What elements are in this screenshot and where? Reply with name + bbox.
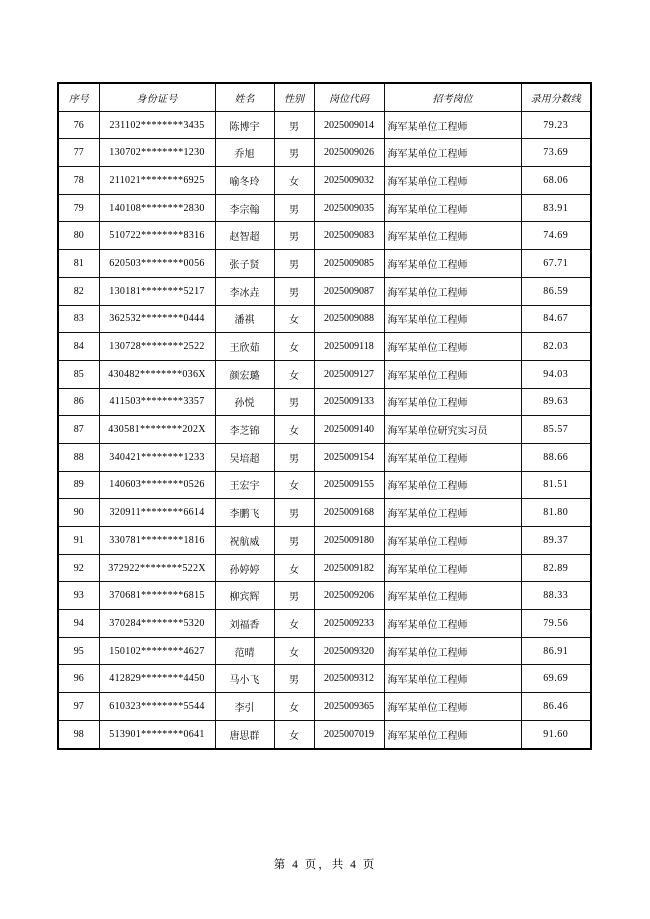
cell-gender: 男 (274, 277, 314, 305)
cell-position-code: 2025009085 (314, 250, 384, 278)
table-row (58, 637, 591, 665)
cell-position: 海军某单位工程师 (384, 360, 521, 388)
cell-id-number: 370284********5320 (99, 610, 215, 638)
cell-name: 李鹏飞 (215, 499, 274, 527)
cell-index: 93 (58, 582, 99, 610)
cell-position-code: 2025009155 (314, 471, 384, 499)
cell-index: 82 (58, 277, 99, 305)
cell-position: 海军某单位工程师 (384, 305, 521, 333)
cell-position-code: 2025009088 (314, 305, 384, 333)
cell-gender: 女 (274, 167, 314, 195)
cell-position: 海军某单位工程师 (384, 527, 521, 555)
cell-name: 马小飞 (215, 665, 274, 693)
cell-id-number: 510722********8316 (99, 222, 215, 250)
table-row (58, 554, 591, 582)
column-header-position: 招考岗位 (384, 83, 521, 111)
cell-position-code: 2025009320 (314, 637, 384, 665)
cell-score-line: 86.59 (521, 277, 591, 305)
cell-position-code: 2025009014 (314, 111, 384, 139)
cell-index: 98 (58, 720, 99, 748)
cell-index: 92 (58, 554, 99, 582)
cell-index: 77 (58, 139, 99, 167)
cell-name: 喻冬玲 (215, 167, 274, 195)
cell-gender: 女 (274, 360, 314, 388)
cell-name: 张子贤 (215, 250, 274, 278)
table-row (58, 250, 591, 278)
cell-position-code: 2025009087 (314, 277, 384, 305)
cell-score-line: 89.63 (521, 388, 591, 416)
cell-index: 87 (58, 416, 99, 444)
table-row (58, 305, 591, 333)
table-row (58, 665, 591, 693)
table-row (58, 443, 591, 471)
cell-id-number: 362532********0444 (99, 305, 215, 333)
cell-name: 李冰垚 (215, 277, 274, 305)
cell-name: 王宏宇 (215, 471, 274, 499)
cell-position-code: 2025009032 (314, 167, 384, 195)
cell-name: 柳宾辉 (215, 582, 274, 610)
cell-position-code: 2025009127 (314, 360, 384, 388)
table-row (58, 499, 591, 527)
cell-score-line: 81.80 (521, 499, 591, 527)
cell-score-line: 89.37 (521, 527, 591, 555)
cell-index: 78 (58, 167, 99, 195)
cell-position: 海军某单位工程师 (384, 111, 521, 139)
cell-gender: 男 (274, 139, 314, 167)
cell-position: 海军某单位工程师 (384, 720, 521, 748)
cell-gender: 男 (274, 527, 314, 555)
cell-index: 80 (58, 222, 99, 250)
cell-score-line: 88.66 (521, 443, 591, 471)
cell-position-code: 2025009140 (314, 416, 384, 444)
cell-position: 海军某单位工程师 (384, 333, 521, 361)
cell-id-number: 130702********1230 (99, 139, 215, 167)
cell-name: 孙婷婷 (215, 554, 274, 582)
cell-name: 唐思群 (215, 720, 274, 748)
table-row (58, 610, 591, 638)
cell-name: 李宗翰 (215, 194, 274, 222)
cell-position: 海军某单位工程师 (384, 139, 521, 167)
table-row (58, 111, 591, 139)
cell-name: 刘福香 (215, 610, 274, 638)
cell-position-code: 2025009133 (314, 388, 384, 416)
table-row (58, 360, 591, 388)
cell-gender: 男 (274, 499, 314, 527)
column-header-position-code: 岗位代码 (314, 83, 384, 111)
cell-score-line: 85.57 (521, 416, 591, 444)
cell-score-line: 84.67 (521, 305, 591, 333)
cell-score-line: 69.69 (521, 665, 591, 693)
cell-position: 海军某单位工程师 (384, 388, 521, 416)
cell-gender: 男 (274, 194, 314, 222)
table-row (58, 720, 591, 748)
cell-position: 海军某单位工程师 (384, 277, 521, 305)
table-row (58, 194, 591, 222)
cell-score-line: 68.06 (521, 167, 591, 195)
cell-position-code: 2025009233 (314, 610, 384, 638)
cell-id-number: 130181********5217 (99, 277, 215, 305)
table-row (58, 582, 591, 610)
cell-name: 范晴 (215, 637, 274, 665)
cell-position-code: 2025009168 (314, 499, 384, 527)
cell-id-number: 430482********036X (99, 360, 215, 388)
cell-position: 海军某单位工程师 (384, 250, 521, 278)
cell-index: 88 (58, 443, 99, 471)
cell-position-code: 2025009312 (314, 665, 384, 693)
cell-index: 90 (58, 499, 99, 527)
cell-id-number: 231102********3435 (99, 111, 215, 139)
cell-index: 96 (58, 665, 99, 693)
cell-score-line: 91.60 (521, 720, 591, 748)
cell-position: 海军某单位研究实习员 (384, 416, 521, 444)
cell-id-number: 211021********6925 (99, 167, 215, 195)
cell-gender: 女 (274, 720, 314, 748)
table-row (58, 388, 591, 416)
cell-gender: 女 (274, 305, 314, 333)
cell-name: 孙悦 (215, 388, 274, 416)
cell-name: 陈博宇 (215, 111, 274, 139)
cell-score-line: 81.51 (521, 471, 591, 499)
cell-id-number: 330781********1816 (99, 527, 215, 555)
cell-score-line: 88.33 (521, 582, 591, 610)
cell-score-line: 74.69 (521, 222, 591, 250)
table-row (58, 471, 591, 499)
cell-index: 79 (58, 194, 99, 222)
table-row (58, 416, 591, 444)
cell-gender: 男 (274, 665, 314, 693)
cell-index: 95 (58, 637, 99, 665)
cell-id-number: 320911********6614 (99, 499, 215, 527)
cell-score-line: 86.91 (521, 637, 591, 665)
cell-id-number: 513901********0641 (99, 720, 215, 748)
cell-position-code: 2025009180 (314, 527, 384, 555)
cell-index: 81 (58, 250, 99, 278)
cell-gender: 女 (274, 416, 314, 444)
cell-gender: 女 (274, 333, 314, 361)
cell-index: 85 (58, 360, 99, 388)
cell-index: 91 (58, 527, 99, 555)
cell-name: 李芝锦 (215, 416, 274, 444)
cell-position: 海军某单位工程师 (384, 222, 521, 250)
column-header-id-number: 身份证号 (99, 83, 215, 111)
cell-position: 海军某单位工程师 (384, 443, 521, 471)
cell-index: 83 (58, 305, 99, 333)
cell-index: 89 (58, 471, 99, 499)
cell-name: 潘祺 (215, 305, 274, 333)
cell-index: 94 (58, 610, 99, 638)
cell-name: 李引 (215, 693, 274, 721)
cell-position-code: 2025009182 (314, 554, 384, 582)
cell-id-number: 620503********0056 (99, 250, 215, 278)
cell-name: 颜宏璐 (215, 360, 274, 388)
cell-score-line: 73.69 (521, 139, 591, 167)
cell-gender: 男 (274, 250, 314, 278)
table-row (58, 167, 591, 195)
cell-score-line: 82.03 (521, 333, 591, 361)
cell-gender: 女 (274, 637, 314, 665)
cell-gender: 女 (274, 554, 314, 582)
column-header-gender: 性别 (274, 83, 314, 111)
cell-position: 海军某单位工程师 (384, 582, 521, 610)
page-number-label: 第 4 页，共 4 页 (273, 859, 377, 871)
cell-position: 海军某单位工程师 (384, 554, 521, 582)
table-row (58, 222, 591, 250)
cell-id-number: 340421********1233 (99, 443, 215, 471)
table-body (58, 111, 591, 748)
cell-index: 76 (58, 111, 99, 139)
cell-score-line: 94.03 (521, 360, 591, 388)
table-row (58, 693, 591, 721)
cell-id-number: 140108********2830 (99, 194, 215, 222)
cell-name: 赵智超 (215, 222, 274, 250)
cell-position: 海军某单位工程师 (384, 610, 521, 638)
cell-position-code: 2025009365 (314, 693, 384, 721)
cell-index: 84 (58, 333, 99, 361)
cell-id-number: 130728********2522 (99, 333, 215, 361)
column-header-score-line: 录用分数线 (521, 83, 591, 111)
cell-position: 海军某单位工程师 (384, 637, 521, 665)
cell-id-number: 150102********4627 (99, 637, 215, 665)
cell-score-line: 79.56 (521, 610, 591, 638)
cell-position: 海军某单位工程师 (384, 499, 521, 527)
cell-gender: 男 (274, 222, 314, 250)
cell-gender: 女 (274, 610, 314, 638)
cell-name: 乔旭 (215, 139, 274, 167)
cell-position-code: 2025007019 (314, 720, 384, 748)
cell-id-number: 372922********522X (99, 554, 215, 582)
cell-gender: 女 (274, 471, 314, 499)
cell-score-line: 83.91 (521, 194, 591, 222)
cell-position: 海军某单位工程师 (384, 194, 521, 222)
cell-gender: 男 (274, 111, 314, 139)
cell-gender: 男 (274, 582, 314, 610)
table-row (58, 139, 591, 167)
cell-position-code: 2025009118 (314, 333, 384, 361)
table-row (58, 277, 591, 305)
column-header-index: 序号 (58, 83, 99, 111)
cell-position-code: 2025009035 (314, 194, 384, 222)
table-row (58, 333, 591, 361)
cell-name: 吴培超 (215, 443, 274, 471)
cell-index: 97 (58, 693, 99, 721)
cell-position: 海军某单位工程师 (384, 471, 521, 499)
cell-id-number: 412829********4450 (99, 665, 215, 693)
cell-score-line: 86.46 (521, 693, 591, 721)
cell-position-code: 2025009026 (314, 139, 384, 167)
cell-gender: 男 (274, 443, 314, 471)
cell-id-number: 411503********3357 (99, 388, 215, 416)
cell-score-line: 67.71 (521, 250, 591, 278)
cell-name: 王欣茹 (215, 333, 274, 361)
recruitment-score-table (57, 82, 592, 750)
cell-score-line: 82.89 (521, 554, 591, 582)
cell-score-line: 79.23 (521, 111, 591, 139)
cell-position-code: 2025009083 (314, 222, 384, 250)
cell-position: 海军某单位工程师 (384, 665, 521, 693)
cell-gender: 女 (274, 693, 314, 721)
table-header-row (58, 83, 591, 111)
cell-position: 海军某单位工程师 (384, 167, 521, 195)
cell-gender: 男 (274, 388, 314, 416)
cell-position-code: 2025009206 (314, 582, 384, 610)
cell-position: 海军某单位工程师 (384, 693, 521, 721)
column-header-name: 姓名 (215, 83, 274, 111)
cell-id-number: 610323********5544 (99, 693, 215, 721)
cell-id-number: 370681********6815 (99, 582, 215, 610)
cell-name: 祝航威 (215, 527, 274, 555)
cell-id-number: 140603********0526 (99, 471, 215, 499)
table-row (58, 527, 591, 555)
cell-position-code: 2025009154 (314, 443, 384, 471)
cell-index: 86 (58, 388, 99, 416)
cell-id-number: 430581********202X (99, 416, 215, 444)
